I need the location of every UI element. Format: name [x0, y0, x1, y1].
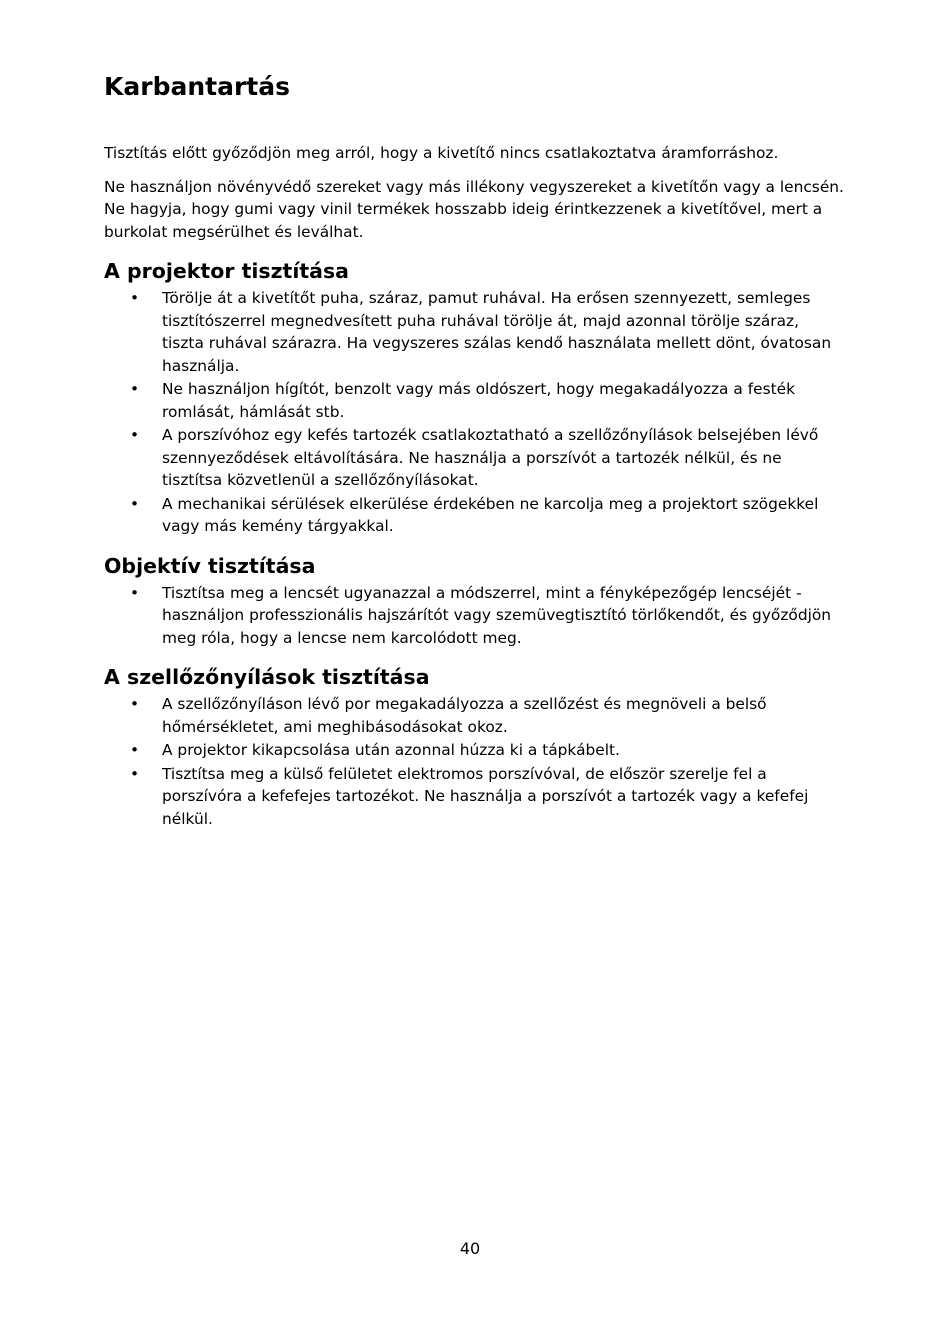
list-item — [104, 287, 844, 377]
section-vent-cleaning — [104, 663, 844, 830]
section-heading: Objektív tisztítása — [104, 553, 316, 578]
bullet-icon: • — [130, 583, 140, 602]
bullet-list — [104, 693, 844, 830]
intro-paragraph: Ne használjon növényvédő szereket vagy más illékony vegyszereket a kivetítőn vagy a lencsén. Ne hagyja, hogy gumi vagy vinil termékek hosszabb ideig érintkezzenek a kivetítővel, mert a burkolat megsérülhet és leválhat. — [104, 177, 844, 241]
list-item-text: Tisztítsa meg a külső felületet elektromos porszívóval, de először szerelje fel a porszívóra a kefefejes tartozékot. Ne használja a porszívót a tartozék vagy a kefefej nélkül. — [162, 764, 809, 828]
list-item-text: Törölje át a kivetítőt puha, száraz, pamut ruhával. Ha erősen szennyezett, semleges tisztítószerrel megnedvesített puha ruhával törölje át, majd azonnal törölje száraz, tiszta ruhával szárazra. Ha vegyszeres szálas kendő használata mellett dönt, óvatosan használja. — [162, 289, 832, 375]
section-lens-cleaning — [104, 552, 844, 650]
bullet-icon: • — [130, 426, 140, 444]
section-heading: A projektor tisztítása — [104, 259, 350, 283]
bullet-icon: • — [130, 494, 140, 513]
list-item-text: A projektor kikapcsolása után azonnal húzza ki a tápkábelt. — [162, 741, 620, 759]
section-projector-cleaning — [104, 257, 844, 538]
section-heading: A szellőzőnyílások tisztítása — [104, 665, 430, 689]
list-item — [104, 739, 844, 762]
bullet-icon: • — [130, 764, 140, 783]
list-item — [104, 378, 844, 423]
list-item — [104, 693, 844, 738]
bullet-icon: • — [130, 741, 140, 759]
list-item — [104, 493, 844, 538]
page-number: 40 — [459, 1239, 481, 1258]
list-item-text: A porszívóhoz egy kefés tartozék csatlakoztatható a szellőzőnyílások belsejében lévő szennyeződések eltávolítására. Ne használja a porszívót a tartozék nélkül, és ne tisztítsa közvetlenül a szellőzőnyílásokat. — [162, 426, 819, 489]
list-item-text: Tisztítsa meg a lencsét ugyanazzal a módszerrel, mint a fényképezőgép lencséjét - használjon professzionális hajszárítót vagy szemüvegtisztító törlőkendőt, és győződjön meg róla, hogy a lencse nem karcolódott meg. — [162, 583, 832, 647]
bullet-list — [104, 287, 844, 538]
list-item — [104, 424, 844, 492]
bullet-icon: • — [130, 289, 140, 307]
bullet-list — [104, 582, 844, 650]
bullet-icon: • — [130, 695, 140, 713]
bullet-icon: • — [130, 380, 140, 398]
list-item-text: A szellőzőnyíláson lévő por megakadályozza a szellőzést és megnöveli a belső hőmérsékletet, ami meghibásodásokat okoz. — [162, 695, 767, 736]
document-page — [104, 70, 844, 831]
list-item — [104, 763, 844, 831]
list-item-text: A mechanikai sérülések elkerülése érdekében ne karcolja meg a projektort szögekkel vagy más kemény tárgyakkal. — [162, 494, 819, 535]
intro-paragraph: Tisztítás előtt győződjön meg arról, hogy a kivetítő nincs csatlakoztatva áramforráshoz. — [104, 144, 779, 162]
list-item-text: Ne használjon hígítót, benzolt vagy más oldószert, hogy megakadályozza a festék romlását, hámlását stb. — [162, 380, 796, 421]
page-title: Karbantartás — [104, 72, 290, 101]
list-item — [104, 582, 844, 650]
